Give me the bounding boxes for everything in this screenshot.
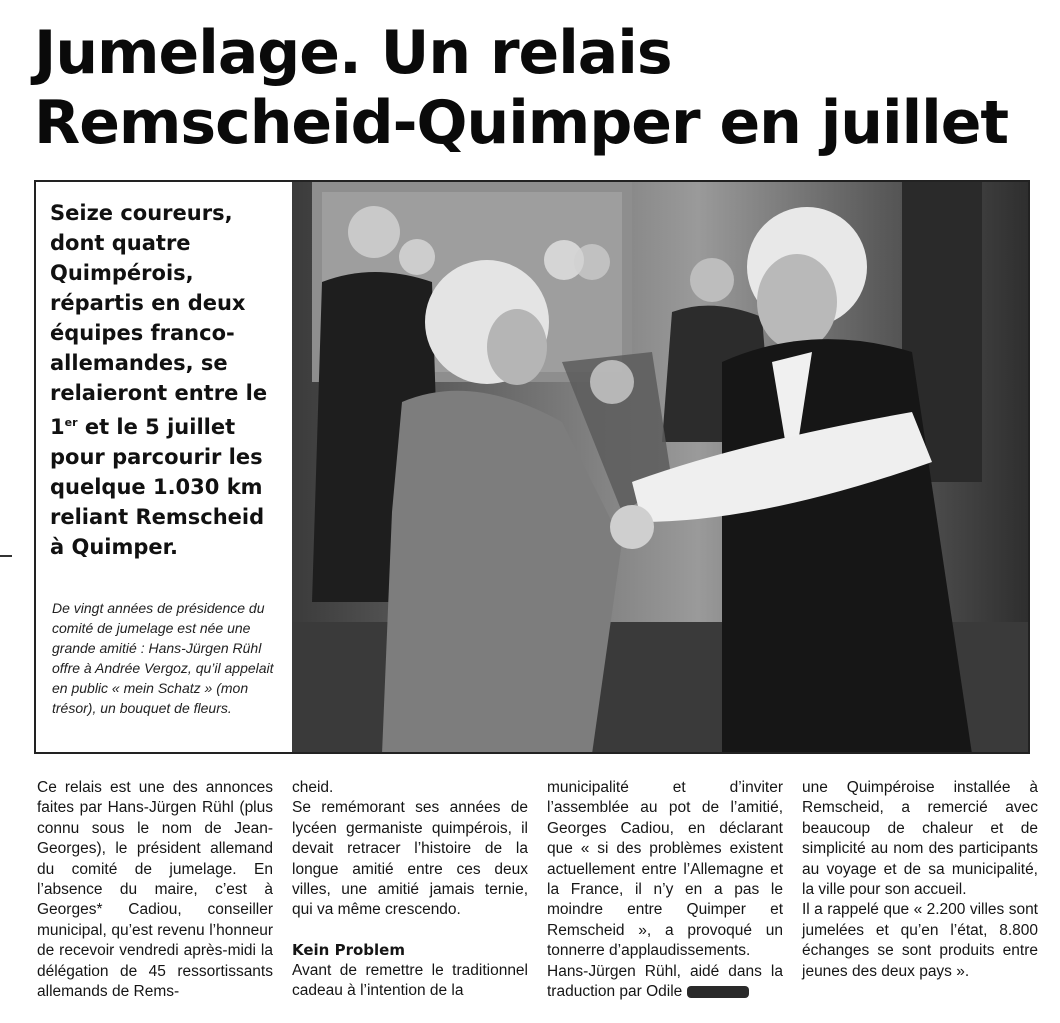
body-column-3 [547,778,783,1002]
body-column-4 [802,778,1038,982]
body-paragraph: Il a rappelé que « 2.200 villes sont jumelées et qu’en l’état, 8.800 échanges se sont produits entre jeunes des deux pays ». [802,901,1038,980]
photo-caption: De vingt années de présidence du comité de jumelage est née une grande amitié : Hans-Jürgen Rühl offre à Andrée Vergoz, qu’il appelait en public « mein Schatz » (mon trésor), un bouquet de fleurs. [52,600,274,716]
body-column-1 [37,778,273,1002]
photo-illustration [292,182,1030,754]
photo [292,182,1030,754]
body-paragraph: Avant de remettre le traditionnel cadeau à l’intention de la [292,961,528,1000]
photo-frame [34,180,1030,754]
headline-line-1: Jumelage. Un relais [34,18,672,88]
subheading: Kein Problem [292,940,405,959]
body-paragraph: Se remémorant ses années de lycéen germaniste quimpérois, il devait retracer l’histoire de la longue amitié entre ces deux villes, une amitié jamais ternie, qui va même crescendo. [292,799,528,919]
redacted-name [687,986,749,998]
person-background-man [348,206,400,258]
body-paragraph: cheid. [292,779,334,796]
body-text: Hans-Jürgen Rühl, aidé dans la traduction par Odile [547,962,783,1001]
headline [34,18,1044,158]
body-paragraph: Ce relais est une des annonces faites par Hans-Jürgen Rühl (plus connu sous le nom de Jean-Georges), le président allemand du comité de jumelage. En l’absence du maire, c’est à Georges* Cadiou, conseiller municipal, qu’est revenu l’honneur de recevoir vendredi après-midi la délégation de 45 ressortissants allemands de Rems- [37,779,273,1001]
headline-line-2: Remscheid-Quimper en juillet [34,88,1009,158]
body-column-2 [292,778,528,1002]
body-paragraph: une Quimpéroise installée à Remscheid, a remercié avec beaucoup de chaleur et de simplicité au nom des participants au voyage et de sa municipalité, la ville pour son accueil. [802,779,1038,899]
lede-text [50,198,280,562]
lede-part-1: Seize coureurs, dont quatre Quimpérois, répartis en deux équipes franco-allemandes, se relaieront entre le 1 [50,201,268,439]
person-background-woman [690,258,734,302]
lede-superscript: er [64,416,78,429]
body-paragraph: municipalité et d’inviter l’assemblée au pot de l’amitié, Georges Cadiou, en déclarant que « si des problèmes existent actuellement entre l’Allemagne et la France, il n’y en a pas le moindre entre Quimper et Remscheid », a provoqué un tonnerre d’applaudissements. [547,779,783,960]
body-paragraph [547,962,783,1003]
lede-part-2: et le 5 juillet pour parcourir les quelque 1.030 km reliant Remscheid à Quimper. [50,415,265,559]
margin-mark [0,555,12,557]
